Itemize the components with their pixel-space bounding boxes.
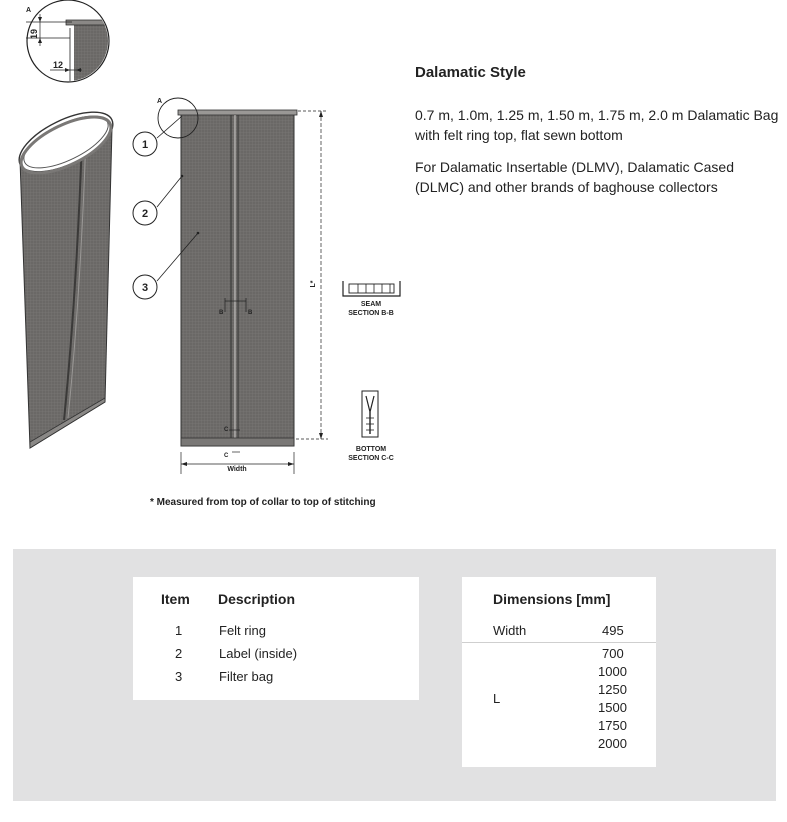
- bag-drawing: [0, 0, 410, 520]
- dimensions-width-label: Width: [493, 623, 527, 638]
- dimensions-length-label: L: [493, 691, 501, 706]
- footnote: * Measured from top of collar to top of stitching: [150, 497, 376, 508]
- dimensions-width-value: 495: [602, 623, 624, 638]
- bottom-section-icon: [362, 391, 378, 437]
- detail-a-view: [26, 0, 116, 82]
- dimensions-header: Dimensions [mm]: [493, 591, 611, 607]
- dimensions-table: [462, 577, 656, 767]
- bottom-caption-2: SECTION C-C: [348, 455, 394, 462]
- detail-a-label: A: [26, 7, 32, 14]
- detail-dim-height: 19: [29, 28, 39, 40]
- items-row-1-item: 1: [175, 623, 183, 638]
- seam-caption-1: SEAM: [360, 301, 382, 308]
- items-row-3-description: Filter bag: [219, 669, 274, 684]
- bag-front-view: [158, 98, 328, 474]
- items-row-3-item: 3: [175, 669, 183, 684]
- dimensions-divider: [462, 642, 656, 643]
- items-table: [133, 577, 419, 700]
- items-header-description: Description: [218, 591, 296, 607]
- detail-dim-width: 12: [52, 60, 64, 70]
- length-value-6: 2000: [598, 736, 627, 751]
- items-header-item: Item: [161, 591, 190, 607]
- product-description-1: 0.7 m, 1.0m, 1.25 m, 1.50 m, 1.75 m, 2.0 m Dalamatic Bag with felt ring top, flat sewn bottom: [415, 107, 779, 143]
- section-b-label-left: B: [219, 310, 224, 316]
- seam-section-icon: [343, 281, 400, 296]
- svg-text:1: 1: [141, 139, 149, 151]
- collar-a-label: A: [157, 98, 163, 105]
- items-row-2-description: Label (inside): [219, 646, 298, 661]
- callout-1: [133, 116, 182, 156]
- section-b-label-right: B: [248, 310, 253, 316]
- length-value-1: 700: [602, 646, 624, 661]
- length-label: L*: [310, 280, 317, 288]
- items-row-2-item: 2: [175, 646, 183, 661]
- items-row-1-description: Felt ring: [219, 623, 266, 638]
- svg-text:3: 3: [141, 282, 149, 294]
- product-description-2: For Dalamatic Insertable (DLMV), Dalamatic Cased (DLMC) and other brands of baghouse collectors: [415, 159, 734, 195]
- svg-text:2: 2: [141, 208, 149, 220]
- length-value-4: 1500: [598, 700, 627, 715]
- section-c-label-bottom: C: [224, 453, 229, 459]
- length-value-5: 1750: [598, 718, 627, 733]
- section-c-label-top: C: [224, 427, 229, 433]
- seam-caption-2: SECTION B-B: [348, 310, 394, 317]
- bag-perspective-view: [11, 100, 122, 448]
- product-heading: Dalamatic Style: [415, 64, 526, 81]
- length-value-3: 1250: [598, 682, 627, 697]
- bottom-caption-1: BOTTOM: [355, 446, 387, 453]
- width-label: Width: [227, 466, 247, 473]
- callout-2: [133, 175, 183, 225]
- length-value-2: 1000: [598, 664, 627, 679]
